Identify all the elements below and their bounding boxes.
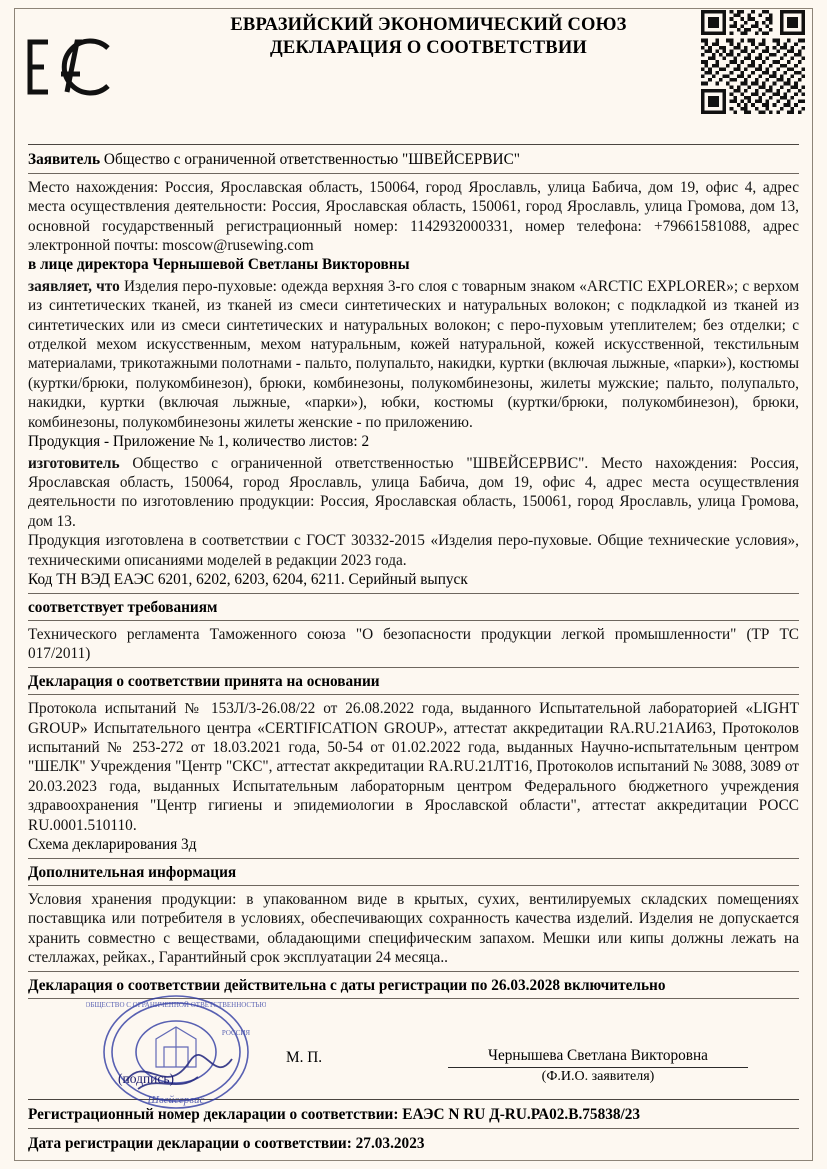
signer-name: Чернышева Светлана Викторовна bbox=[488, 1047, 708, 1065]
applicant-section bbox=[28, 144, 799, 275]
registration-date-value: 27.03.2023 bbox=[355, 1135, 425, 1153]
registration-number-value: ЕАЭС N RU Д-RU.РА02.В.75838/23 bbox=[402, 1106, 641, 1124]
title-line-2: ДЕКЛАРАЦИЯ О СООТВЕТСТВИИ bbox=[269, 38, 588, 59]
declaration-section bbox=[28, 277, 799, 452]
divider bbox=[28, 971, 799, 972]
basis-label: Декларация о соответствии принята на основании bbox=[28, 672, 380, 690]
signature-caption: (подпись) bbox=[118, 1071, 175, 1087]
validity-suffix: включительно bbox=[563, 976, 666, 994]
conformity-label: соответствует требованиям bbox=[28, 598, 218, 616]
manufacturer-paragraph bbox=[28, 454, 799, 532]
declares-paragraph bbox=[28, 277, 799, 432]
validity-prefix: Декларация о соответствии действительна с даты регистрации по bbox=[28, 976, 488, 994]
registration-number-label: Регистрационный номер декларации о соответствии: bbox=[28, 1106, 399, 1124]
divider bbox=[28, 667, 799, 668]
conformity-section bbox=[28, 593, 799, 664]
divider bbox=[28, 173, 799, 174]
divider bbox=[28, 1128, 799, 1129]
svg-text:Швейсервис: Швейсервис bbox=[147, 1094, 205, 1107]
manufacturer-section bbox=[28, 454, 799, 590]
manufacturer-tnved: Код ТН ВЭД ЕАЭС 6201, 6202, 6203, 6204, 6211. Серийный выпуск bbox=[28, 571, 468, 589]
company-stamp-icon bbox=[86, 989, 266, 1115]
additional-section bbox=[28, 858, 799, 968]
basis-section bbox=[28, 667, 799, 855]
registration-date-line bbox=[28, 1135, 799, 1153]
conformity-text: Технического регламента Таможенного союза "О безопасности продукции легкой промышленности" (ТР ТС 017/2011) bbox=[28, 625, 799, 663]
applicant-address: Место нахождения: Россия, Ярославская область, 150064, город Ярославль, улица Бабича, дом 19, офис 4, адрес места осуществления деятельности: Россия, Ярославская область, 150061, город Ярославль, улица Громова, дом 13, основной государственный регистрационный номер: 1142932000331, номер телефона: +79661581088, адрес электронной почты: moscow@rusewing.com bbox=[28, 178, 799, 254]
manufacturer-standard: Продукция изготовлена в соответствии с ГОСТ 30332-2015 «Изделия перо-пуховые. Общие технические условия», техническими описаниями моделей в редакции 2023 года. bbox=[28, 532, 799, 569]
manufacturer-text: Общество с ограниченной ответственностью "ШВЕЙСЕРВИС". Место нахождения: Россия, Ярославская область, 150064, город Ярославль, улица Бабича, дом 19, офис 4, адрес места осуществления деятельности по изготовлению продукции: Россия, Ярославская область, 150061, город Ярославль, улица Громова, дом 13. bbox=[28, 454, 799, 530]
applicant-label: Заявитель bbox=[28, 151, 101, 169]
signer-caption: (Ф.И.О. заявителя) bbox=[541, 1069, 655, 1085]
declares-appendix: Продукция - Приложение № 1, количество листов: 2 bbox=[28, 433, 370, 451]
registration-date-label: Дата регистрации декларации о соответствии: bbox=[28, 1135, 352, 1153]
basis-scheme: Схема декларирования 3д bbox=[28, 836, 197, 854]
additional-label: Дополнительная информация bbox=[28, 863, 237, 881]
basis-text: Протокола испытаний № 153Л/3-26.08/22 от 26.08.2022 года, выданного Испытательной лабораторией «LIGHT GROUP» Испытательного центра «CERTIFICATION GROUP», аттестат аккредитации RA.RU.21АИ63, Протоколов испытаний № 253-272 от 18.03.2021 года, 50-54 от 01.02.2022 года, выданных Научно-испытательным центром "ШЕЛК" Учреждения "Центр "СКС", аттестат аккредитации RA.RU.21ЛТ16, Протоколов испытаний № 3088, 3089 от 20.03.2023 года, выданных Испытательным лабораторным центром Федерального бюджетного учреждения здравоохранения "Центр гигиены и эпидемиологии в Ярославской области", аттестат аккредитации РОСС RU.0001.510110. bbox=[28, 700, 799, 834]
additional-text: Условия хранения продукции: в упакованном виде в крытых, сухих, вентилируемых складских помещениях поставщика или потребителя в условиях, обеспечивающих сохранность качества изделий. Изделия не допускается хранить совместно с веществами, обладающими специфическим запахом. Мешки или кипы должны лежать на стеллажах, рейках., Гарантийный срок эксплуатации 24 месяца.. bbox=[28, 891, 799, 967]
title-line-1: ЕВРАЗИЙСКИЙ ЭКОНОМИЧЕСКИЙ СОЮЗ bbox=[230, 15, 627, 35]
manufacturer-label: изготовитель bbox=[28, 454, 120, 472]
signer-underline bbox=[448, 1067, 748, 1068]
document-content bbox=[28, 14, 799, 1157]
divider bbox=[28, 694, 799, 695]
validity-date: 26.03.2028 bbox=[491, 976, 561, 994]
svg-text:РОССИЯ: РОССИЯ bbox=[221, 1029, 251, 1038]
signature-section bbox=[28, 1001, 799, 1107]
divider bbox=[28, 858, 799, 859]
applicant-line bbox=[28, 150, 799, 169]
declares-label: заявляет, что bbox=[28, 277, 120, 295]
divider bbox=[28, 144, 799, 145]
stamp-place-label: М. П. bbox=[286, 1049, 323, 1067]
applicant-representative: в лице директора Чернышевой Светланы Викторовны bbox=[28, 256, 410, 274]
document-title bbox=[119, 14, 709, 60]
divider bbox=[28, 593, 799, 594]
divider bbox=[28, 885, 799, 886]
svg-text:ОБЩЕСТВО С ОГРАНИЧЕННОЙ ОТВЕТС: ОБЩЕСТВО С ОГРАНИЧЕННОЙ ОТВЕТСТВЕННОСТЬЮ bbox=[86, 1001, 266, 1010]
declares-product-text: Изделия перо-пуховые: одежда верхняя 3-го слоя с товарным знаком «ARCTIC EXPLORER»; с верхом из синтетических тканей, из тканей из смеси синтетических и натуральных волокон; с подкладкой из тканей из синтетических или из смеси синтетических и натуральных волокон; с перо-пуховым утеплителем; без отделки; с отделкой мехом искусственным, мехом натуральным, кожей натуральной, кожей искусственной, текстильным материалами, трикотажными полотнами - пальто, полупальто, накидки, куртки (включая лыжные, «парки»), костюмы (куртки/брюки, полукомбинезон), брюки, комбинезоны, полукомбинезоны, жилеты мужские; пальто, полупальто, накидки, куртки (включая лыжные, «парки»), юбки, костюмы (куртки/брюки, полукомбинезон), брюки, комбинезоны, полукомбинезоны жилеты женские - по приложению. bbox=[28, 277, 800, 431]
divider bbox=[28, 620, 799, 621]
applicant-name: Общество с ограниченной ответственностью "ШВЕЙСЕРВИС" bbox=[103, 151, 521, 169]
